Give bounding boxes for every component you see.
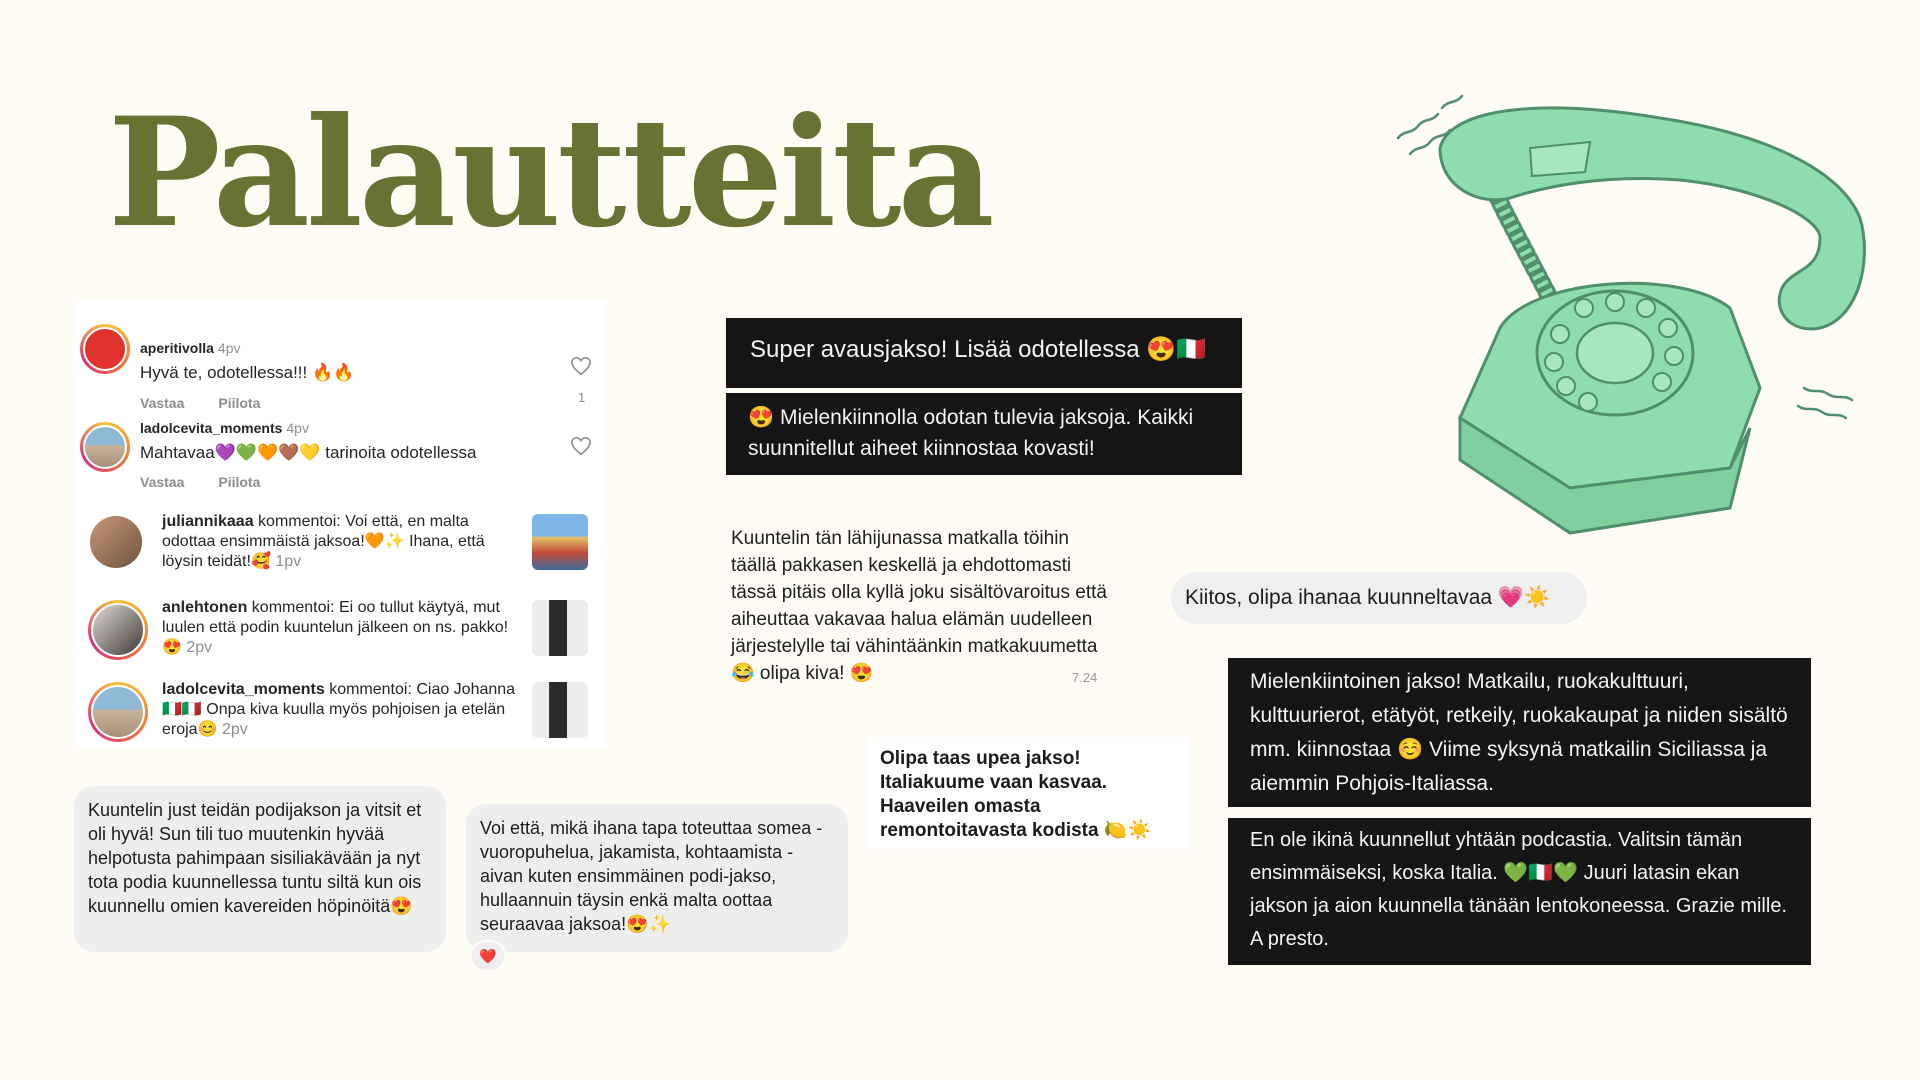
post-thumbnail[interactable] (532, 682, 588, 738)
page-title: Palautteita (108, 85, 991, 261)
message-bubble: Voi että, mikä ihana tapa toteuttaa somea - vuoropuhelua, jakamista, kohtaamista - aivan kuten ensimmäinen podi-jakso, hullaannuin täysin enkä malta oottaa seuraavaa jaksoa!😍✨ (466, 804, 848, 952)
rotary-phone-illustration (1380, 88, 1880, 578)
heart-icon[interactable] (570, 356, 592, 376)
comment-user[interactable]: ladolcevita_moments 4pv (140, 420, 309, 436)
comment-user[interactable]: aperitivolla 4pv (140, 340, 241, 356)
avatar (88, 682, 148, 742)
avatar (88, 514, 144, 570)
comment-text: Hyvä te, odotellessa!!! 🔥🔥 (140, 363, 355, 382)
message-timestamp: 7.24 (1072, 670, 1098, 685)
like-count: 1 (578, 390, 586, 405)
notification-item[interactable] (74, 510, 606, 580)
notification-item[interactable] (74, 678, 606, 748)
dark-message-box: Mielenkiintoinen jakso! Matkailu, ruokakulttuuri, kulttuurierot, etätyöt, retkeily, ruokakaupat ja niiden sisältö mm. kiinnostaa ☺️ Viime syksynä matkailin Siciliassa ja aiemmin Pohjois-Italiassa. (1228, 658, 1811, 807)
notification-text: juliannikaaa kommentoi: Voi että, en malta odottaa ensimmäistä jaksoa!🧡✨ Ihana, että löysin teidät!🥰 1pv (162, 513, 485, 570)
comment-item (74, 320, 606, 410)
post-thumbnail[interactable] (532, 514, 588, 570)
dark-message-box: Super avausjakso! Lisää odotellessa 😍🇮🇹 (726, 318, 1242, 388)
notification-text: anlehtonen kommentoi: Ei oo tullut käytyä, mut luulen että podin kuuntelun jälkeen on ns. pakko! 😍 2pv (162, 599, 509, 656)
message-pill: Kiitos, olipa ihanaa kuunneltavaa 💗☀️ (1171, 572, 1587, 624)
hide-button[interactable]: Piilota (218, 395, 261, 411)
comment-actions (140, 474, 294, 490)
dark-message-box: En ole ikinä kuunnellut yhtään podcastia. Valitsin tämän ensimmäiseksi, koska Italia. 💚🇮🇹💚 Juuri latasin ekan jakson ja aion kuunnella tänään lentokoneessa. Grazie mille. A presto. (1228, 818, 1811, 965)
bold-message-card: Olipa taas upea jakso! Italiakuume vaan kasvaa. Haaveilen omasta remontoitavasta kodista 🍋☀️ (868, 737, 1190, 849)
comment-item (74, 416, 606, 506)
message-bubble: Kuuntelin just teidän podijakson ja vitsit et oli hyvä! Sun tili tuo muutenkin hyvää helpotusta pahimpaan sisiliakävään ja nyt tota podia kuunnellessa tuntu siltä kun ois kuunnellu omien kavereiden höpinöitä😍 (74, 786, 446, 952)
hide-button[interactable]: Piilota (218, 474, 261, 490)
dial-center (1577, 323, 1653, 383)
avatar (88, 600, 148, 660)
notification-item[interactable] (74, 596, 606, 666)
avatar[interactable] (80, 324, 130, 374)
dark-message-box: 😍 Mielenkiinnolla odotan tulevia jaksoja. Kaikki suunnitellut aiheet kiinnostaa kovasti! (726, 393, 1242, 475)
instagram-comments-card (74, 300, 606, 748)
comment-text: Mahtavaa💜💚🧡🤎💛 tarinoita odotellessa (140, 443, 477, 462)
reply-button[interactable]: Vastaa (140, 395, 185, 411)
plain-message: Kuuntelin tän lähijunassa matkalla töihin täällä pakkasen keskellä ja ehdottomasti tässä pitäis olla kyllä joku sisältövaroitus että aiheuttaa vakavaa halua elämän uudelleen järjestelylle tai vähintäänkin matkakuumetta 😂 olipa kiva! 😍 (731, 528, 1107, 684)
handset-grip (1530, 142, 1590, 176)
reply-button[interactable]: Vastaa (140, 474, 185, 490)
heart-icon[interactable] (570, 436, 592, 456)
heart-reaction-icon[interactable]: ❤️ (470, 940, 506, 972)
comment-actions (140, 395, 294, 411)
avatar[interactable] (80, 422, 130, 472)
notification-text: ladolcevita_moments kommentoi: Ciao Johanna🇮🇹🇮🇹 Onpa kiva kuulla myös pohjoisen ja etelän eroja😊 2pv (162, 681, 516, 738)
post-thumbnail[interactable] (532, 600, 588, 656)
